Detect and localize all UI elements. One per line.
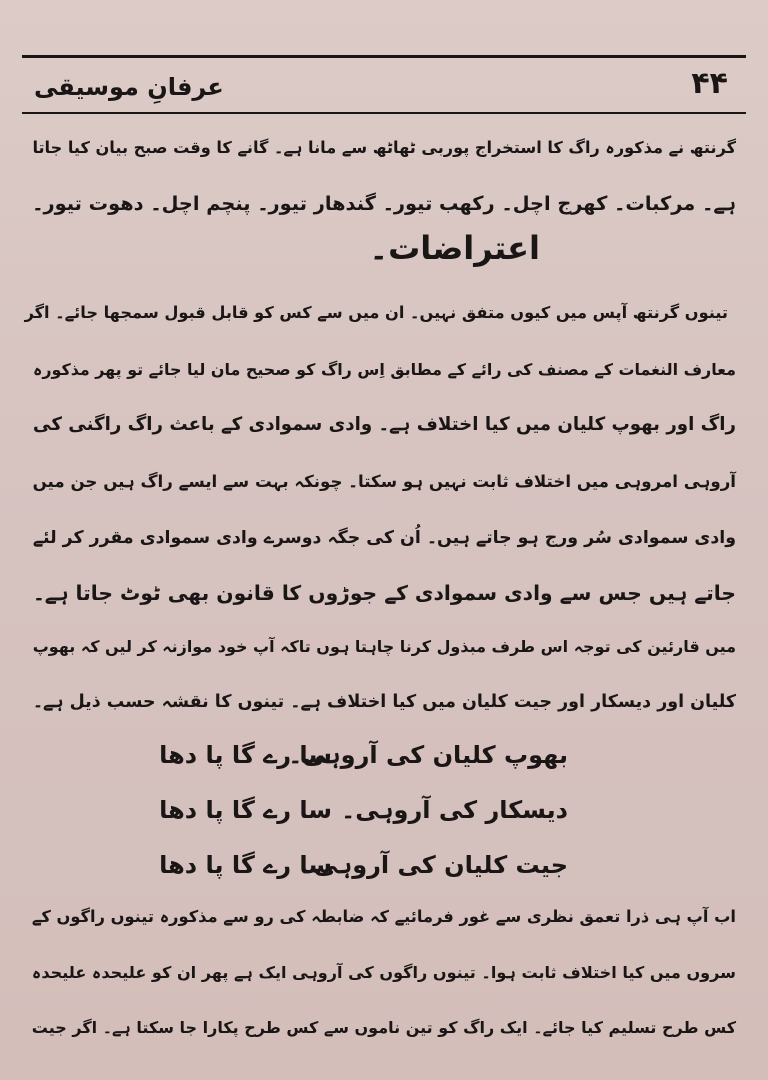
header-rule-bottom xyxy=(22,112,746,114)
scale-notes: سا رے گا پا دھا xyxy=(159,851,332,879)
running-title: عرفانِ موسیقی xyxy=(34,73,224,101)
header-rule-top xyxy=(22,55,746,58)
scale-raag-name: جیت کلیان کی آروہی۔ xyxy=(299,851,568,879)
text-line: سروں میں کیا اختلاف ثابت ہوا۔ تینوں راگوں کی آروہی ایک ہے پھر ان کو علیحدہ علیحدہ xyxy=(31,963,736,982)
text-line: ہے۔ مرکبات۔ کھرج اچل۔ رکھب تیور۔ گندھار تیور۔ پنچم اچل۔ دھوت تیور۔ xyxy=(32,192,736,215)
text-line: کلیان اور دیسکار اور جیت کلیان میں کیا اختلاف ہے۔ تینوں کا نقشہ حسب ذیل ہے۔ xyxy=(32,692,736,712)
text-line: گرنتھ نے مذکورہ راگ کا استخراج پوربی ٹھاٹھ سے مانا ہے۔ گانے کا وقت صبح بیان کیا جاتا xyxy=(32,138,736,157)
scale-notes: سا رے گا پا دھا xyxy=(159,741,332,769)
text-line: راگ اور بھوپ کلیان میں کیا اختلاف ہے۔ وادی سموادی کے باعث راگ راگنی کی xyxy=(32,414,736,435)
text-line: کس طرح تسلیم کیا جائے۔ ایک راگ کو تین ناموں سے کس طرح پکارا جا سکتا ہے۔ اگر جیت xyxy=(31,1018,736,1037)
scale-notes: سا رے گا پا دھا xyxy=(159,796,332,824)
text-line: تینوں گرنتھ آپس میں کیوں متفق نہیں۔ ان میں سے کس کو قابل قبول سمجھا جائے۔ اگر xyxy=(24,303,728,322)
text-line: میں قارئین کی توجہ اس طرف مبذول کرنا چاہتا ہوں تاکہ آپ خود موازنہ کر لیں کہ بھوپ xyxy=(32,637,736,656)
scale-raag-name: دیسکار کی آروہی۔ xyxy=(341,796,568,824)
text-line: معارف النغمات کے مصنف کی رائے کے مطابق اِس راگ کو صحیح مان لیا جائے تو پھر مذکورہ xyxy=(33,360,736,379)
page-number: ۴۴ xyxy=(691,66,728,101)
scale-raag-name: بھوپ کلیان کی آروہی۔ xyxy=(288,741,568,769)
text-line: آروہی امروہی میں اختلاف ثابت نہیں ہو سکتا۔ چونکہ بہت سے ایسے راگ ہیں جن میں xyxy=(32,472,736,491)
text-line: جاتے ہیں جس سے وادی سموادی کے جوڑوں کا قانون بھی ٹوٹ جاتا ہے۔ xyxy=(32,581,736,605)
text-line: اب آپ ہی ذرا تعمق نظری سے غور فرمائیے کہ ضابطہ کی رو سے مذکورہ تینوں راگوں کے xyxy=(31,907,736,926)
text-line: وادی سموادی سُر ورج ہو جاتے ہیں۔ اُن کی جگہ دوسرے وادی سموادی مقرر کر لئے xyxy=(32,528,736,548)
section-heading: اعتراضات۔ xyxy=(369,229,540,267)
